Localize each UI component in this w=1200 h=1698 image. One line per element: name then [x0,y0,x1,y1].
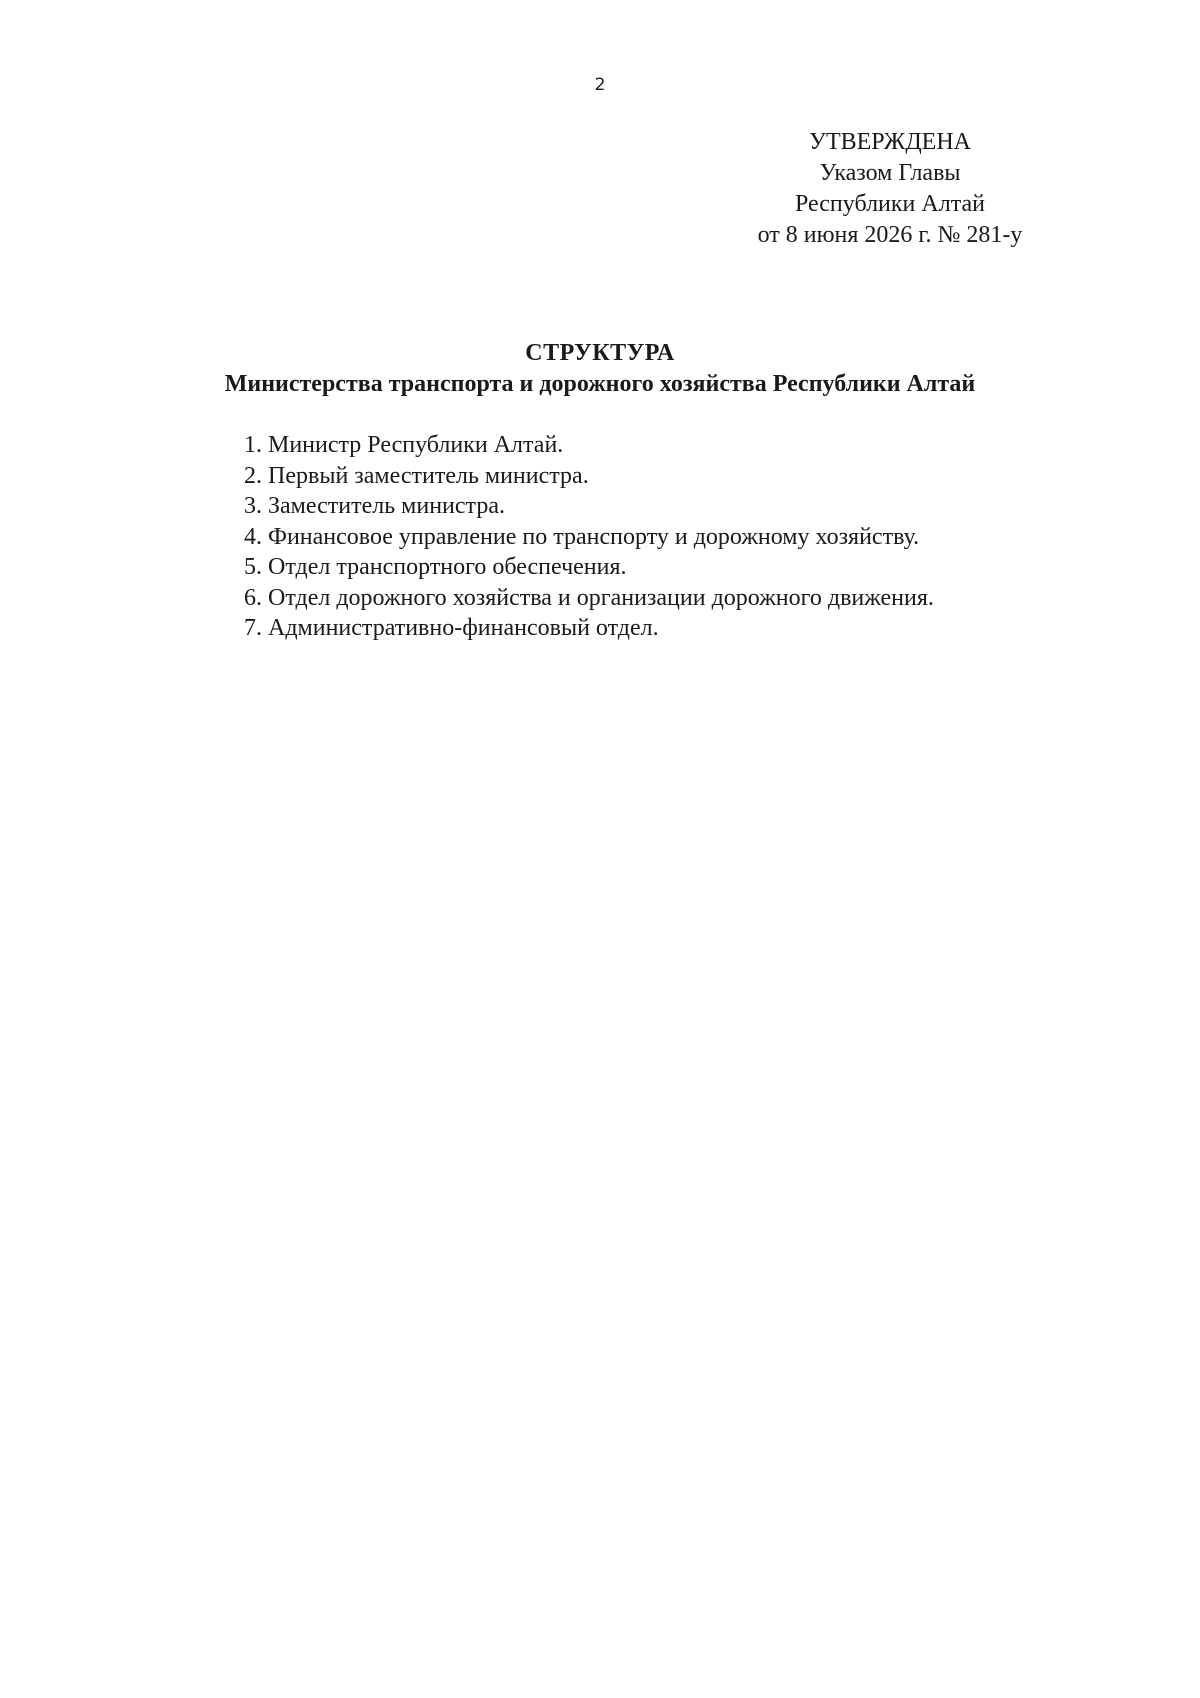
list-item: 2. Первый заместитель министра. [244,462,589,489]
approval-line-approved: УТВЕРЖДЕНА [808,129,972,155]
approval-line-date-number: от 8 июня 2026 г. № 281-у [757,222,1023,248]
structure-list [244,430,1104,644]
approval-stamp [700,127,1080,251]
list-item: 1. Министр Республики Алтай. [244,432,564,458]
document-heading [100,338,1100,400]
list-item: 3. Заместитель министра. [244,493,505,519]
list-item: 6. Отдел дорожного хозяйства и организации дорожного движения. [244,584,934,611]
approval-line-decree: Указом Главы [819,160,961,186]
approval-line-republic: Республики Алтай [795,191,985,217]
document-title: СТРУКТУРА [525,340,675,366]
page-number: 2 [594,75,606,95]
list-item: 4. Финансовое управление по транспорту и дорожному хозяйству. [244,523,920,550]
list-item: 5. Отдел транспортного обеспечения. [244,554,627,580]
list-item: 7. Административно-финансовый отдел. [244,615,659,641]
document-subtitle: Министерства транспорта и дорожного хозяйства Республики Алтай [224,371,976,397]
